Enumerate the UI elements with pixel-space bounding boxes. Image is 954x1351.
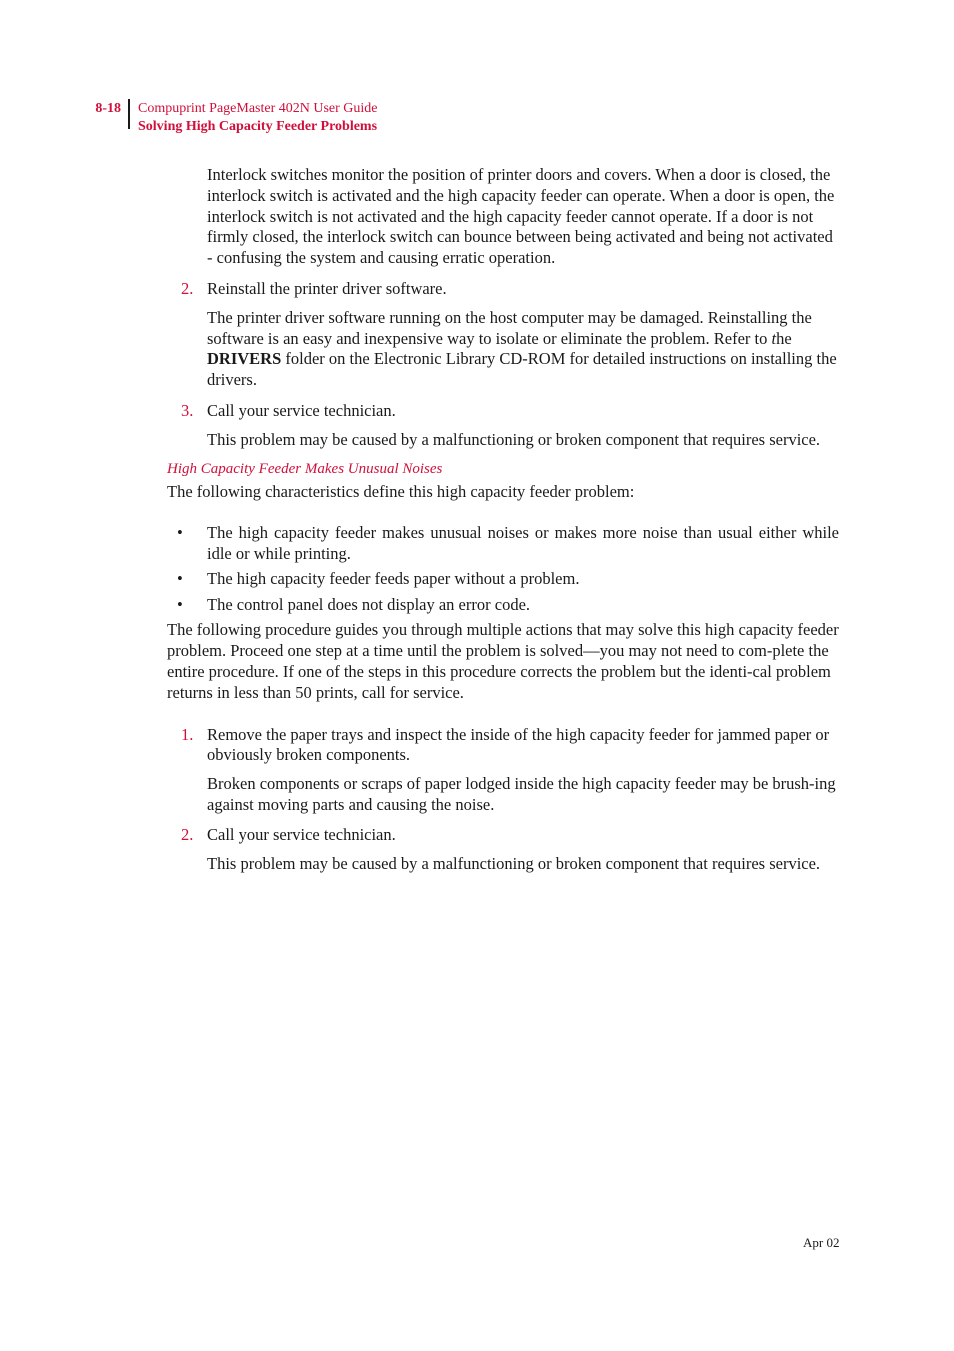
step-number: 2. (181, 278, 194, 298)
step-title: Remove the paper trays and inspect the inside of the high capacity feeder for jammed paper or obviously broken components. (207, 724, 830, 765)
bullet-text: The high capacity feeder feeds paper without a problem. (207, 568, 580, 588)
body-text: folder on the Electronic Library CD-ROM for detailed instructions on installing the drivers. (207, 349, 837, 390)
step-body (207, 308, 839, 391)
bullet-text: The high capacity feeder makes unusual noises or makes more noise than usual either while idle or while printing. (207, 523, 839, 563)
subheading: High Capacity Feeder Makes Unusual Noises (167, 460, 443, 477)
intro-paragraph: Interlock switches monitor the position of printer doors and covers. When a door is closed, the interlock switch is activated and the high capacity feeder can operate. When a door is open, the interlock switch is not activated and the high capacity feeder cannot operate. If a door is not firmly closed, the interlock switch can bounce between being activated and being not activated - confusing the system and causing erratic operation. (207, 165, 835, 268)
step-number: 3. (181, 400, 194, 420)
step-body: Broken components or scraps of paper lodged inside the high capacity feeder may be brush-ing against moving parts and causing the noise. (207, 774, 836, 814)
step-title: Call your service technician. (207, 400, 396, 420)
procedure-paragraph: The following procedure guides you through multiple actions that may solve this high capacity feeder problem. Proceed one step at a time until the problem is solved—you may not need to com-plete the entire procedure. If one of the steps in this procedure corrects the problem but the identi-cal problem returns in less than 50 prints, call for service. (167, 620, 839, 702)
bullet-icon: • (177, 523, 183, 543)
list-item (177, 594, 839, 616)
body-italic: t (771, 328, 777, 348)
bullet-icon: • (177, 568, 183, 588)
step-body: This problem may be caused by a malfunctioning or broken component that requires service. (207, 429, 821, 449)
footer-date: Apr 02 (803, 1235, 840, 1250)
step-title: Reinstall the printer driver software. (207, 278, 447, 298)
step-body: This problem may be caused by a malfunctioning or broken component that requires service. (207, 853, 821, 873)
guide-title: Compuprint PageMaster 402N User Guide (138, 101, 378, 116)
step-call-technician (181, 400, 839, 422)
page-body (167, 165, 839, 874)
step-number: 2. (181, 824, 194, 844)
body-text: he (776, 328, 792, 348)
body-text: The printer driver software running on the host computer may be damaged. Reinstalling the software is an easy and inexpensive way to isolate or eliminate the problem. Refer to (207, 307, 812, 348)
list-item (177, 523, 839, 565)
header-divider (128, 99, 130, 129)
bullet-icon: • (177, 594, 183, 614)
drivers-folder-name: DRIVERS (207, 349, 282, 369)
section-title: Solving High Capacity Feeder Problems (138, 119, 378, 134)
characteristics-intro: The following characteristics define this high capacity feeder problem: (167, 482, 635, 502)
list-item (177, 568, 839, 590)
page-number: 8-18 (95, 101, 121, 116)
step-title: Call your service technician. (207, 824, 396, 844)
bullet-text: The control panel does not display an error code. (207, 594, 531, 614)
step-inspect-feeder (181, 724, 839, 767)
step-reinstall-driver (181, 278, 839, 300)
step-number: 1. (181, 724, 194, 744)
step-call-technician (181, 824, 839, 846)
page-header (0, 99, 954, 139)
